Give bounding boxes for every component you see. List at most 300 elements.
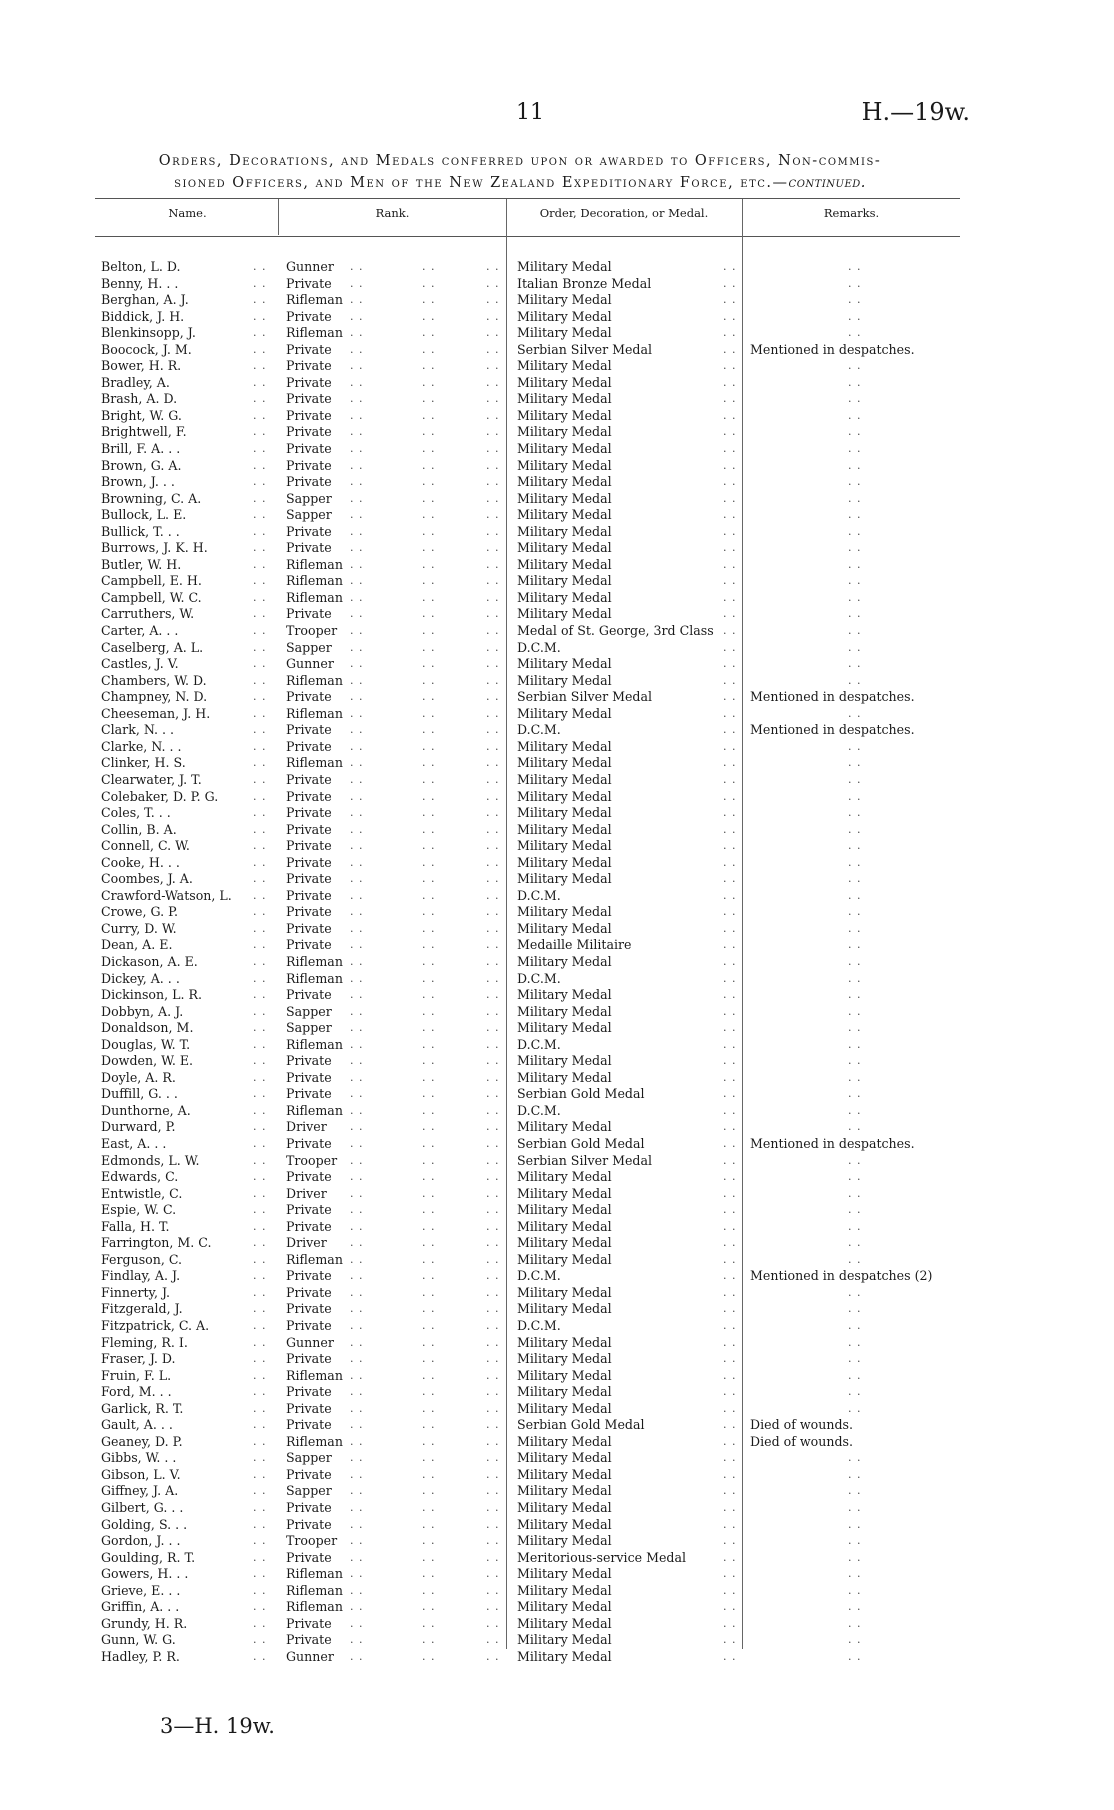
leader-dots: . . — [486, 1550, 500, 1564]
rank-cell: Sapper — [286, 1450, 332, 1466]
leader-dots: . . — [350, 723, 364, 737]
heading-continued: continued. — [788, 175, 866, 191]
rank-cell: Private — [286, 738, 332, 754]
leader-dots: . . — [253, 673, 267, 687]
rank-cell: Rifleman — [286, 1582, 343, 1598]
remarks-blank-dots: . . — [848, 1401, 862, 1415]
name-cell: Butler, W. H. — [101, 556, 182, 572]
table-row — [0, 342, 1114, 359]
leader-dots: . . — [723, 954, 737, 968]
name-cell: Espie, W. C. — [101, 1202, 177, 1218]
remarks-blank-dots: . . — [848, 938, 862, 952]
leader-dots: . . — [422, 524, 436, 538]
leader-dots: . . — [253, 954, 267, 968]
leader-dots: . . — [253, 326, 267, 340]
rank-cell: Private — [286, 1417, 332, 1433]
leader-dots: . . — [723, 342, 737, 356]
leader-dots: . . — [253, 442, 267, 456]
table-row — [0, 1153, 1114, 1170]
leader-dots: . . — [422, 1616, 436, 1630]
rank-cell: Private — [286, 1086, 332, 1102]
leader-dots: . . — [422, 971, 436, 985]
order-cell: Military Medal — [517, 1284, 612, 1300]
order-cell: Military Medal — [517, 1466, 612, 1482]
leader-dots: . . — [422, 888, 436, 902]
leader-dots: . . — [723, 1434, 737, 1448]
rank-cell: Private — [286, 937, 332, 953]
leader-dots: . . — [253, 1070, 267, 1084]
leader-dots: . . — [422, 590, 436, 604]
leader-dots: . . — [723, 1037, 737, 1051]
leader-dots: . . — [486, 1335, 500, 1349]
name-cell: Gunn, W. G. — [101, 1632, 176, 1648]
remarks-blank-dots: . . — [848, 557, 862, 571]
leader-dots: . . — [350, 1302, 364, 1316]
table-row — [0, 1053, 1114, 1070]
leader-dots: . . — [486, 1021, 500, 1035]
leader-dots: . . — [422, 872, 436, 886]
leader-dots: . . — [350, 1070, 364, 1084]
order-cell: Military Medal — [517, 325, 612, 341]
leader-dots: . . — [253, 359, 267, 373]
leader-dots: . . — [253, 921, 267, 935]
leader-dots: . . — [486, 359, 500, 373]
name-cell: Entwistle, C. — [101, 1185, 183, 1201]
leader-dots: . . — [253, 425, 267, 439]
leader-dots: . . — [422, 1368, 436, 1382]
rank-cell: Private — [286, 904, 332, 920]
remarks-blank-dots: . . — [848, 839, 862, 853]
leader-dots: . . — [486, 1252, 500, 1266]
name-cell: Burrows, J. K. H. — [101, 540, 208, 556]
leader-dots: . . — [486, 1269, 500, 1283]
table-row — [0, 1632, 1114, 1649]
name-cell: Blenkinsopp, J. — [101, 325, 196, 341]
leader-dots: . . — [253, 756, 267, 770]
order-cell: Military Medal — [517, 1334, 612, 1350]
leader-dots: . . — [350, 491, 364, 505]
leader-dots: . . — [723, 772, 737, 786]
leader-dots: . . — [486, 1567, 500, 1581]
leader-dots: . . — [723, 508, 737, 522]
leader-dots: . . — [350, 1120, 364, 1134]
leader-dots: . . — [253, 855, 267, 869]
table-row — [0, 1186, 1114, 1203]
leader-dots: . . — [486, 1484, 500, 1498]
leader-dots: . . — [486, 756, 500, 770]
leader-dots: . . — [486, 458, 500, 472]
rank-cell: Sapper — [286, 1003, 332, 1019]
leader-dots: . . — [253, 1319, 267, 1332]
leader-dots: . . — [723, 1501, 737, 1515]
remarks-blank-dots: . . — [848, 524, 862, 538]
leader-dots: . . — [486, 1534, 500, 1548]
leader-dots: . . — [723, 756, 737, 770]
remarks-blank-dots: . . — [848, 1467, 862, 1481]
remarks-blank-dots: . . — [848, 1203, 862, 1217]
leader-dots: . . — [253, 342, 267, 356]
remarks-blank-dots: . . — [848, 872, 862, 886]
rank-cell: Private — [286, 606, 332, 622]
leader-dots: . . — [253, 475, 267, 489]
rank-cell: Private — [286, 987, 332, 1003]
leader-dots: . . — [350, 1186, 364, 1200]
name-cell: Champney, N. D. — [101, 689, 208, 705]
name-cell: Gibbs, W. . . — [101, 1450, 177, 1466]
leader-dots: . . — [723, 1368, 737, 1382]
leader-dots: . . — [350, 1567, 364, 1581]
leader-dots: . . — [723, 839, 737, 853]
leader-dots: . . — [253, 524, 267, 538]
leader-dots: . . — [486, 607, 500, 621]
rank-cell: Rifleman — [286, 573, 343, 589]
table-row — [0, 1285, 1114, 1302]
leader-dots: . . — [723, 1170, 737, 1184]
table-row — [0, 971, 1114, 988]
leader-dots: . . — [422, 1219, 436, 1233]
leader-dots: . . — [723, 276, 737, 290]
order-cell: Military Medal — [517, 755, 612, 771]
leader-dots: . . — [350, 988, 364, 1002]
remarks-blank-dots: . . — [848, 1649, 862, 1663]
leader-dots: . . — [350, 1203, 364, 1217]
remarks-cell: Mentioned in despatches. — [750, 689, 915, 705]
leader-dots: . . — [350, 1170, 364, 1184]
table-row — [0, 1450, 1114, 1467]
order-cell: Military Medal — [517, 358, 612, 374]
remarks-blank-dots: . . — [848, 624, 862, 638]
leader-dots: . . — [422, 1335, 436, 1349]
order-cell: Military Medal — [517, 573, 612, 589]
name-cell: Coombes, J. A. — [101, 871, 193, 887]
leader-dots: . . — [422, 1103, 436, 1117]
rank-cell: Rifleman — [286, 292, 343, 308]
leader-dots: . . — [422, 442, 436, 456]
leader-dots: . . — [253, 1219, 267, 1233]
leader-dots: . . — [723, 541, 737, 555]
leader-dots: . . — [253, 408, 267, 422]
remarks-blank-dots: . . — [848, 574, 862, 588]
order-cell: Military Medal — [517, 1615, 612, 1631]
remarks-blank-dots: . . — [848, 1170, 862, 1184]
leader-dots: . . — [350, 425, 364, 439]
remarks-blank-dots: . . — [848, 855, 862, 869]
table-row — [0, 640, 1114, 657]
leader-dots: . . — [422, 673, 436, 687]
name-cell: Collin, B. A. — [101, 821, 177, 837]
table-row — [0, 1583, 1114, 1600]
name-cell: Dunthorne, A. — [101, 1102, 191, 1118]
rank-cell: Private — [286, 771, 332, 787]
leader-dots: . . — [723, 872, 737, 886]
rank-cell: Private — [286, 1053, 332, 1069]
leader-dots: . . — [422, 1319, 436, 1332]
order-cell: Military Medal — [517, 1235, 612, 1251]
leader-dots: . . — [253, 1120, 267, 1134]
leader-dots: . . — [422, 508, 436, 522]
order-cell: Serbian Silver Medal — [517, 1152, 653, 1168]
leader-dots: . . — [253, 1583, 267, 1597]
name-cell: Bradley, A. — [101, 374, 170, 390]
name-cell: Colebaker, D. P. G. — [101, 788, 219, 804]
rank-cell: Driver — [286, 1119, 327, 1135]
leader-dots: . . — [723, 1319, 737, 1332]
leader-dots: . . — [723, 1418, 737, 1432]
remarks-blank-dots: . . — [848, 1054, 862, 1068]
leader-dots: . . — [486, 954, 500, 968]
leader-dots: . . — [253, 491, 267, 505]
leader-dots: . . — [723, 260, 737, 273]
leader-dots: . . — [422, 855, 436, 869]
leader-dots: . . — [253, 971, 267, 985]
leader-dots: . . — [422, 954, 436, 968]
leader-dots: . . — [486, 1583, 500, 1597]
rank-cell: Private — [286, 1400, 332, 1416]
remarks-blank-dots: . . — [848, 1451, 862, 1465]
leader-dots: . . — [723, 739, 737, 753]
leader-dots: . . — [350, 806, 364, 820]
leader-dots: . . — [422, 607, 436, 621]
leader-dots: . . — [723, 921, 737, 935]
remarks-blank-dots: . . — [848, 921, 862, 935]
leader-dots: . . — [486, 1368, 500, 1382]
leader-dots: . . — [486, 1302, 500, 1316]
leader-dots: . . — [486, 1517, 500, 1531]
leader-dots: . . — [422, 806, 436, 820]
remarks-blank-dots: . . — [848, 1501, 862, 1515]
leader-dots: . . — [253, 1004, 267, 1018]
remarks-blank-dots: . . — [848, 1004, 862, 1018]
name-cell: Edwards, C. — [101, 1169, 179, 1185]
name-cell: Fitzpatrick, C. A. — [101, 1318, 210, 1333]
leader-dots: . . — [486, 1401, 500, 1415]
leader-dots: . . — [422, 475, 436, 489]
name-cell: Carruthers, W. — [101, 606, 195, 622]
leader-dots: . . — [422, 1501, 436, 1515]
remarks-blank-dots: . . — [848, 1484, 862, 1498]
rank-cell: Trooper — [286, 1533, 338, 1549]
leader-dots: . . — [253, 1451, 267, 1465]
leader-dots: . . — [486, 1319, 500, 1332]
table-row — [0, 1483, 1114, 1500]
remarks-cell: Died of wounds. — [750, 1417, 854, 1433]
order-cell: Military Medal — [517, 424, 612, 440]
leader-dots: . . — [253, 1467, 267, 1481]
leader-dots: . . — [350, 541, 364, 555]
leader-dots: . . — [723, 375, 737, 389]
leader-dots: . . — [253, 789, 267, 803]
leader-dots: . . — [350, 342, 364, 356]
order-cell: Military Medal — [517, 490, 612, 506]
leader-dots: . . — [350, 574, 364, 588]
leader-dots: . . — [253, 706, 267, 720]
name-cell: Campbell, W. C. — [101, 589, 202, 605]
name-cell: Clinker, H. S. — [101, 755, 186, 771]
leader-dots: . . — [422, 1401, 436, 1415]
name-cell: Fitzgerald, J. — [101, 1301, 183, 1317]
name-cell: Cooke, H. . . — [101, 854, 180, 870]
rank-cell: Gunner — [286, 1334, 334, 1350]
leader-dots: . . — [723, 1534, 737, 1548]
rank-cell: Private — [286, 871, 332, 887]
leader-dots: . . — [350, 442, 364, 456]
leader-dots: . . — [350, 954, 364, 968]
page-heading — [80, 150, 960, 194]
leader-dots: . . — [350, 392, 364, 406]
leader-dots: . . — [350, 1385, 364, 1399]
rank-cell: Driver — [286, 1185, 327, 1201]
name-cell: Biddick, J. H. — [101, 308, 185, 324]
table-row — [0, 1169, 1114, 1186]
order-cell: Military Medal — [517, 1582, 612, 1598]
rank-cell: Gunner — [286, 259, 334, 274]
leader-dots: . . — [350, 1434, 364, 1448]
leader-dots: . . — [350, 624, 364, 638]
order-cell: Military Medal — [517, 474, 612, 490]
leader-dots: . . — [723, 1401, 737, 1415]
leader-dots: . . — [723, 1219, 737, 1233]
leader-dots: . . — [723, 905, 737, 919]
name-cell: Farrington, M. C. — [101, 1235, 212, 1251]
leader-dots: . . — [253, 988, 267, 1002]
table-row — [0, 722, 1114, 739]
leader-dots: . . — [422, 1600, 436, 1614]
order-cell: Military Medal — [517, 705, 612, 721]
leader-dots: . . — [422, 988, 436, 1002]
leader-dots: . . — [253, 1484, 267, 1498]
remarks-blank-dots: . . — [848, 375, 862, 389]
leader-dots: . . — [486, 1451, 500, 1465]
leader-dots: . . — [253, 872, 267, 886]
name-cell: Edmonds, L. W. — [101, 1152, 200, 1168]
remarks-blank-dots: . . — [848, 756, 862, 770]
leader-dots: . . — [253, 1037, 267, 1051]
leader-dots: . . — [350, 1501, 364, 1515]
table-row — [0, 1136, 1114, 1153]
leader-dots: . . — [422, 458, 436, 472]
leader-dots: . . — [422, 425, 436, 439]
name-cell: Castles, J. V. — [101, 656, 179, 672]
table-row — [0, 739, 1114, 756]
leader-dots: . . — [253, 1236, 267, 1250]
order-cell: D.C.M. — [517, 970, 561, 986]
order-cell: Military Medal — [517, 1020, 612, 1036]
remarks-blank-dots: . . — [848, 1186, 862, 1200]
leader-dots: . . — [422, 1285, 436, 1299]
leader-dots: . . — [253, 276, 267, 290]
name-cell: Bullock, L. E. — [101, 507, 187, 523]
leader-dots: . . — [486, 706, 500, 720]
remarks-cell: Mentioned in despatches. — [750, 341, 915, 357]
rank-cell: Private — [286, 1135, 332, 1151]
rank-cell: Trooper — [286, 623, 338, 639]
table-row — [0, 954, 1114, 971]
leader-dots: . . — [723, 1269, 737, 1283]
leader-dots: . . — [253, 772, 267, 786]
leader-dots: . . — [350, 1103, 364, 1117]
remarks-blank-dots: . . — [848, 1352, 862, 1366]
leader-dots: . . — [486, 508, 500, 522]
leader-dots: . . — [253, 458, 267, 472]
rank-cell: Rifleman — [286, 970, 343, 986]
leader-dots: . . — [486, 839, 500, 853]
name-cell: Brown, J. . . — [101, 474, 175, 490]
leader-dots: . . — [486, 574, 500, 588]
table-row — [0, 1467, 1114, 1484]
remarks-blank-dots: . . — [848, 508, 862, 522]
leader-dots: . . — [486, 1385, 500, 1399]
order-cell: Military Medal — [517, 407, 612, 423]
leader-dots: . . — [253, 1517, 267, 1531]
table-row — [0, 1616, 1114, 1633]
leader-dots: . . — [350, 1633, 364, 1647]
leader-dots: . . — [422, 1484, 436, 1498]
leader-dots: . . — [422, 905, 436, 919]
table-row — [0, 1649, 1114, 1666]
leader-dots: . . — [486, 971, 500, 985]
leader-dots: . . — [486, 1170, 500, 1184]
remarks-blank-dots: . . — [848, 359, 862, 373]
leader-dots: . . — [486, 772, 500, 786]
remarks-blank-dots: . . — [848, 276, 862, 290]
leader-dots: . . — [486, 1219, 500, 1233]
order-cell: Military Medal — [517, 1500, 612, 1516]
name-cell: Douglas, W. T. — [101, 1036, 191, 1052]
order-cell: Military Medal — [517, 523, 612, 539]
leader-dots: . . — [253, 1054, 267, 1068]
name-cell: Grundy, H. R. — [101, 1615, 188, 1631]
leader-dots: . . — [486, 260, 500, 273]
leader-dots: . . — [350, 1021, 364, 1035]
order-cell: Military Medal — [517, 821, 612, 837]
leader-dots: . . — [723, 557, 737, 571]
order-cell: Military Medal — [517, 1218, 612, 1234]
rank-cell: Rifleman — [286, 1433, 343, 1449]
leader-dots: . . — [422, 1087, 436, 1101]
leader-dots: . . — [486, 1004, 500, 1018]
leader-dots: . . — [253, 806, 267, 820]
remarks-blank-dots: . . — [848, 988, 862, 1002]
order-cell: Military Medal — [517, 672, 612, 688]
leader-dots: . . — [422, 1153, 436, 1167]
table-row — [0, 838, 1114, 855]
leader-dots: . . — [723, 706, 737, 720]
leader-dots: . . — [486, 1037, 500, 1051]
table-row — [0, 1037, 1114, 1054]
leader-dots: . . — [422, 1054, 436, 1068]
name-cell: Gilbert, G. . . — [101, 1500, 184, 1516]
leader-dots: . . — [723, 1633, 737, 1647]
leader-dots: . . — [486, 690, 500, 704]
leader-dots: . . — [350, 458, 364, 472]
leader-dots: . . — [486, 905, 500, 919]
table-row — [0, 524, 1114, 541]
order-cell: Military Medal — [517, 1533, 612, 1549]
rank-cell: Private — [286, 821, 332, 837]
name-cell: Connell, C. W. — [101, 838, 190, 854]
order-cell: Military Medal — [517, 1450, 612, 1466]
leader-dots: . . — [486, 806, 500, 820]
leader-dots: . . — [723, 1385, 737, 1399]
name-cell: Belton, L. D. — [101, 259, 181, 274]
remarks-blank-dots: . . — [848, 326, 862, 340]
leader-dots: . . — [723, 690, 737, 704]
leader-dots: . . — [723, 1054, 737, 1068]
leader-dots: . . — [422, 706, 436, 720]
name-cell: Griffin, A. . . — [101, 1599, 180, 1615]
name-cell: Clarke, N. . . — [101, 738, 182, 754]
leader-dots: . . — [350, 590, 364, 604]
